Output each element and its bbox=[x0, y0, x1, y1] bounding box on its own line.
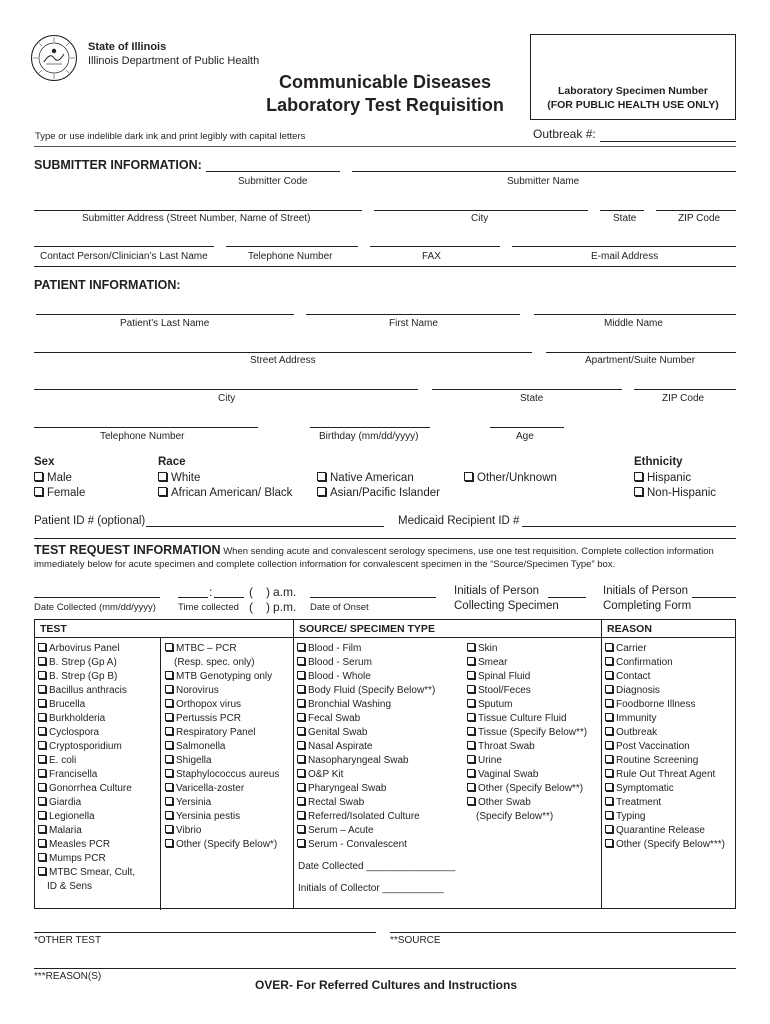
source-continuation: (Specify Below**) bbox=[476, 811, 554, 822]
reason-checkbox[interactable]: Symptomatic bbox=[605, 782, 725, 796]
outbreak-field[interactable] bbox=[600, 141, 736, 142]
patient-divider bbox=[34, 538, 736, 539]
test-request-note-1: When sending acute and convalescent serology specimens, use one test requisition. Complete collection information bbox=[223, 546, 714, 557]
sources-list-2 bbox=[467, 642, 587, 824]
test-checkbox[interactable]: Arbovirus Panel bbox=[38, 642, 135, 656]
test-checkbox[interactable]: Yersinia pestis bbox=[165, 810, 279, 824]
patient-id-label: Patient ID # (optional) bbox=[34, 515, 146, 527]
table-col-divider-2 bbox=[601, 620, 602, 908]
date-collected-field[interactable] bbox=[34, 597, 160, 598]
submitter-state-field[interactable] bbox=[600, 210, 644, 211]
patient-age-label: Age bbox=[516, 431, 534, 442]
reason-checkbox[interactable]: Rule Out Threat Agent bbox=[605, 768, 725, 782]
test-checkbox[interactable]: Gonorrhea Culture bbox=[38, 782, 135, 796]
test-checkbox[interactable]: Bacillus anthracis bbox=[38, 684, 135, 698]
patient-heading: PATIENT INFORMATION: bbox=[34, 278, 181, 292]
submitter-state-label: State bbox=[613, 213, 637, 224]
submitter-city-label: City bbox=[471, 213, 489, 224]
source-checkbox[interactable]: Serum – Acute bbox=[297, 824, 435, 838]
other-source-label: **SOURCE bbox=[390, 935, 441, 946]
reason-checkbox[interactable]: Outbreak bbox=[605, 726, 725, 740]
ink-instruction: Type or use indelible dark ink and print legibly with capital letters bbox=[35, 131, 306, 142]
test-checkbox[interactable]: Yersinia bbox=[165, 796, 279, 810]
test-continuation: ID & Sens bbox=[47, 881, 93, 892]
form-title-line1: Communicable Diseases bbox=[278, 72, 492, 92]
patient-phone-field[interactable] bbox=[34, 427, 258, 428]
patient-birthday-field[interactable] bbox=[310, 427, 430, 428]
ethnicity-label: Ethnicity bbox=[634, 456, 683, 468]
sex-female-checkbox[interactable]: Female bbox=[34, 487, 85, 499]
test-request-note-2: immediately below for acute specimen and complete collection information for convalescent specimen in the “Source/Specimen Type” box. bbox=[34, 559, 616, 570]
test-request-intro bbox=[34, 544, 744, 571]
initials-of-collector-field[interactable]: Initials of Collector ___________ bbox=[298, 883, 444, 894]
outbreak-label: Outbreak #: bbox=[533, 127, 596, 141]
test-checkbox[interactable]: Measles PCR bbox=[38, 838, 135, 852]
submitter-email-field[interactable] bbox=[512, 246, 736, 247]
submitter-code-field[interactable] bbox=[206, 171, 340, 172]
reason-checkbox[interactable]: Diagnosis bbox=[605, 684, 725, 698]
source-checkbox[interactable]: Sputum bbox=[467, 698, 587, 712]
race-native-checkbox[interactable]: Native American bbox=[317, 472, 414, 484]
test-subcol-divider bbox=[160, 637, 161, 910]
reason-checkbox[interactable]: Carrier bbox=[605, 642, 725, 656]
source-checkbox[interactable]: Throat Swab bbox=[467, 740, 587, 754]
tests-list-1 bbox=[38, 642, 135, 894]
submitter-address-label: Submitter Address (Street Number, Name of Street) bbox=[82, 213, 311, 224]
test-checkbox[interactable]: Giardia bbox=[38, 796, 135, 810]
patient-first-name-field[interactable] bbox=[306, 314, 520, 315]
reasons-list bbox=[605, 642, 725, 852]
patient-middle-name-label: Middle Name bbox=[604, 318, 663, 329]
submitter-heading: SUBMITTER INFORMATION: bbox=[34, 158, 202, 172]
other-reason-label: ***REASON(S) bbox=[34, 971, 102, 982]
source-checkbox[interactable]: Vaginal Swab bbox=[467, 768, 587, 782]
submitter-code-label: Submitter Code bbox=[238, 176, 308, 187]
source-checkbox[interactable]: Nasopharyngeal Swab bbox=[297, 754, 435, 768]
test-checkbox[interactable]: Legionella bbox=[38, 810, 135, 824]
test-checkbox[interactable]: Pertussis PCR bbox=[165, 712, 279, 726]
patient-first-name-label: First Name bbox=[389, 318, 438, 329]
initials-form-line2: Completing Form bbox=[603, 600, 692, 612]
medicaid-label: Medicaid Recipient ID # bbox=[398, 515, 520, 527]
department-name: Illinois Department of Public Health bbox=[88, 55, 260, 67]
source-checkbox[interactable]: O&P Kit bbox=[297, 768, 435, 782]
pm-option[interactable]: p.m. bbox=[273, 600, 297, 614]
form-title-line2: Laboratory Test Requisition bbox=[266, 95, 504, 115]
source-column-header: SOURCE/ SPECIMEN TYPE bbox=[299, 623, 435, 635]
source-checkbox[interactable]: Pharyngeal Swab bbox=[297, 782, 435, 796]
source-checkbox[interactable]: Nasal Aspirate bbox=[297, 740, 435, 754]
reason-checkbox[interactable]: Post Vaccination bbox=[605, 740, 725, 754]
sources-list-1 bbox=[297, 642, 435, 852]
date-onset-label: Date of Onset bbox=[310, 602, 369, 613]
submitter-divider bbox=[34, 266, 736, 267]
source-checkbox[interactable]: Blood - Whole bbox=[297, 670, 435, 684]
patient-apt-field[interactable] bbox=[546, 352, 736, 353]
initials-collecting-line2: Collecting Specimen bbox=[454, 600, 559, 612]
lab-specimen-box[interactable] bbox=[530, 34, 736, 120]
reason-checkbox[interactable]: Contact bbox=[605, 670, 725, 684]
time-minute-field[interactable] bbox=[214, 597, 244, 598]
race-black-checkbox[interactable]: African American/ Black bbox=[158, 487, 292, 499]
patient-middle-name-field[interactable] bbox=[534, 314, 736, 315]
date-collected-label: Date Collected (mm/dd/yyyy) bbox=[34, 602, 156, 613]
ethnicity-nonhispanic-checkbox[interactable]: Non-Hispanic bbox=[634, 487, 716, 499]
submitter-zip-label: ZIP Code bbox=[678, 213, 721, 224]
reason-checkbox[interactable]: Treatment bbox=[605, 796, 725, 810]
submitter-address-field[interactable] bbox=[34, 210, 362, 211]
source-checkbox[interactable]: Spinal Fluid bbox=[467, 670, 587, 684]
source-checkbox[interactable]: Body Fluid (Specify Below**) bbox=[297, 684, 435, 698]
test-checkbox[interactable]: B. Strep (Gp A) bbox=[38, 656, 135, 670]
reason-column-header: REASON bbox=[607, 623, 652, 635]
test-checkbox[interactable]: Salmonella bbox=[165, 740, 279, 754]
test-continuation: (Resp. spec. only) bbox=[174, 657, 255, 668]
medicaid-field[interactable] bbox=[522, 526, 736, 527]
time-hour-field[interactable] bbox=[178, 597, 208, 598]
initials-collecting-line1: Initials of Person bbox=[454, 585, 540, 597]
source-checkbox[interactable]: Bronchial Washing bbox=[297, 698, 435, 712]
patient-state-field[interactable] bbox=[432, 389, 622, 390]
test-checkbox[interactable]: Other (Specify Below*) bbox=[165, 838, 279, 852]
source-checkbox[interactable]: Genital Swab bbox=[297, 726, 435, 740]
other-test-label: *OTHER TEST bbox=[34, 935, 102, 946]
test-checkbox[interactable]: Vibrio bbox=[165, 824, 279, 838]
over-instructions: OVER- For Referred Cultures and Instructions bbox=[254, 978, 518, 992]
contact-label: Contact Person/Clinician’s Last Name bbox=[40, 251, 208, 262]
sex-male-checkbox[interactable]: Male bbox=[34, 472, 72, 484]
test-checkbox[interactable]: Cyclospora bbox=[38, 726, 135, 740]
test-checkbox[interactable]: Francisella bbox=[38, 768, 135, 782]
pm-paren-open: ( bbox=[249, 600, 253, 614]
submitter-phone-field[interactable] bbox=[226, 246, 358, 247]
state-name: State of Illinois bbox=[88, 41, 167, 53]
time-collected-label: Time collected bbox=[178, 602, 239, 613]
initials-form-line1: Initials of Person bbox=[603, 585, 689, 597]
reason-checkbox[interactable]: Foodborne Illness bbox=[605, 698, 725, 712]
time-colon: : bbox=[209, 585, 213, 599]
patient-id-field[interactable] bbox=[146, 526, 384, 527]
source-checkbox[interactable]: Tissue (Specify Below**) bbox=[467, 726, 587, 740]
am-option[interactable]: a.m. bbox=[273, 585, 297, 599]
source-checkbox[interactable]: Other (Specify Below**) bbox=[467, 782, 587, 796]
source-checkbox[interactable]: Other Swab bbox=[467, 796, 587, 810]
source-checkbox[interactable]: Blood - Serum bbox=[297, 656, 435, 670]
source-checkbox[interactable]: Urine bbox=[467, 754, 587, 768]
test-checkbox[interactable]: Staphylococcus aureus bbox=[165, 768, 279, 782]
test-checkbox[interactable]: Norovirus bbox=[165, 684, 279, 698]
source-checkbox[interactable]: Skin bbox=[467, 642, 587, 656]
source-checkbox[interactable]: Smear bbox=[467, 656, 587, 670]
other-reason-field[interactable] bbox=[34, 968, 736, 969]
test-checkbox[interactable]: MTB Genotyping only bbox=[165, 670, 279, 684]
patient-street-label: Street Address bbox=[250, 355, 316, 366]
submitter-fax-label: FAX bbox=[422, 251, 441, 262]
initials-form-field[interactable] bbox=[692, 597, 736, 598]
other-source-field[interactable] bbox=[390, 932, 736, 933]
submitter-email-label: E-mail Address bbox=[591, 251, 659, 262]
pm-paren-close: ) bbox=[266, 600, 270, 614]
other-test-field[interactable] bbox=[34, 932, 376, 933]
test-checkbox[interactable]: B. Strep (Gp B) bbox=[38, 670, 135, 684]
test-checkbox[interactable]: Varicella-zoster bbox=[165, 782, 279, 796]
test-checkbox[interactable]: Malaria bbox=[38, 824, 135, 838]
reason-checkbox[interactable]: Typing bbox=[605, 810, 725, 824]
source-checkbox[interactable]: Referred/Isolated Culture bbox=[297, 810, 435, 824]
test-checkbox[interactable]: Orthopox virus bbox=[165, 698, 279, 712]
sex-label: Sex bbox=[34, 456, 55, 468]
patient-city-label: City bbox=[218, 393, 236, 404]
specimen-box-title: Laboratory Specimen Number bbox=[558, 85, 708, 97]
submitter-phone-label: Telephone Number bbox=[248, 251, 333, 262]
patient-zip-field[interactable] bbox=[634, 389, 736, 390]
table-header-divider bbox=[35, 637, 735, 638]
patient-city-field[interactable] bbox=[34, 389, 418, 390]
source-checkbox[interactable]: Blood - Film bbox=[297, 642, 435, 656]
tests-list-2 bbox=[165, 642, 279, 852]
am-paren-open: ( bbox=[249, 585, 253, 599]
submitter-name-field[interactable] bbox=[352, 171, 736, 172]
race-white-checkbox[interactable]: White bbox=[158, 472, 200, 484]
contact-field[interactable] bbox=[34, 246, 214, 247]
patient-state-label: State bbox=[520, 393, 544, 404]
race-asian-checkbox[interactable]: Asian/Pacific Islander bbox=[317, 487, 440, 499]
test-column-header: TEST bbox=[40, 623, 67, 635]
source-checkbox[interactable]: Fecal Swab bbox=[297, 712, 435, 726]
patient-age-field[interactable] bbox=[490, 427, 564, 428]
test-checkbox[interactable]: Shigella bbox=[165, 754, 279, 768]
patient-last-name-label: Patient’s Last Name bbox=[120, 318, 210, 329]
patient-apt-label: Apartment/Suite Number bbox=[585, 355, 696, 366]
state-seal-logo bbox=[30, 34, 78, 82]
reason-checkbox[interactable]: Immunity bbox=[605, 712, 725, 726]
race-label: Race bbox=[158, 456, 186, 468]
patient-street-field[interactable] bbox=[34, 352, 532, 353]
table-col-divider-1 bbox=[293, 620, 294, 908]
source-checkbox[interactable]: Rectal Swab bbox=[297, 796, 435, 810]
reason-checkbox[interactable]: Other (Specify Below***) bbox=[605, 838, 725, 852]
patient-birthday-label: Birthday (mm/dd/yyyy) bbox=[319, 431, 419, 442]
header-divider bbox=[34, 146, 736, 147]
reason-checkbox[interactable]: Confirmation bbox=[605, 656, 725, 670]
patient-last-name-field[interactable] bbox=[36, 314, 294, 315]
test-checkbox[interactable]: Brucella bbox=[38, 698, 135, 712]
test-checkbox[interactable]: E. coli bbox=[38, 754, 135, 768]
test-checkbox[interactable]: MTBC Smear, Cult, bbox=[38, 866, 135, 880]
submitter-zip-field[interactable] bbox=[656, 210, 736, 211]
source-checkbox[interactable]: Serum - Convalescent bbox=[297, 838, 435, 852]
initials-collecting-field[interactable] bbox=[548, 597, 586, 598]
test-checkbox[interactable]: Burkholderia bbox=[38, 712, 135, 726]
date-onset-field[interactable] bbox=[310, 597, 436, 598]
ethnicity-hispanic-checkbox[interactable]: Hispanic bbox=[634, 472, 691, 484]
submitter-city-field[interactable] bbox=[374, 210, 588, 211]
patient-zip-label: ZIP Code bbox=[662, 393, 705, 404]
race-other-checkbox[interactable]: Other/Unknown bbox=[464, 472, 557, 484]
source-checkbox[interactable]: Stool/Feces bbox=[467, 684, 587, 698]
test-request-heading: TEST REQUEST INFORMATION bbox=[34, 543, 221, 557]
reason-checkbox[interactable]: Quarantine Release bbox=[605, 824, 725, 838]
test-checkbox[interactable]: Respiratory Panel bbox=[165, 726, 279, 740]
source-date-collected-field[interactable]: Date Collected ________________ bbox=[298, 861, 456, 872]
test-checkbox[interactable]: Mumps PCR bbox=[38, 852, 135, 866]
test-checkbox[interactable]: MTBC – PCR bbox=[165, 642, 279, 656]
reason-checkbox[interactable]: Routine Screening bbox=[605, 754, 725, 768]
patient-phone-label: Telephone Number bbox=[100, 431, 185, 442]
test-checkbox[interactable]: Cryptosporidium bbox=[38, 740, 135, 754]
specimen-box-subtitle: (FOR PUBLIC HEALTH USE ONLY) bbox=[547, 99, 719, 111]
submitter-fax-field[interactable] bbox=[370, 246, 500, 247]
submitter-name-label: Submitter Name bbox=[507, 176, 580, 187]
am-paren-close: ) bbox=[266, 585, 270, 599]
source-checkbox[interactable]: Tissue Culture Fluid bbox=[467, 712, 587, 726]
